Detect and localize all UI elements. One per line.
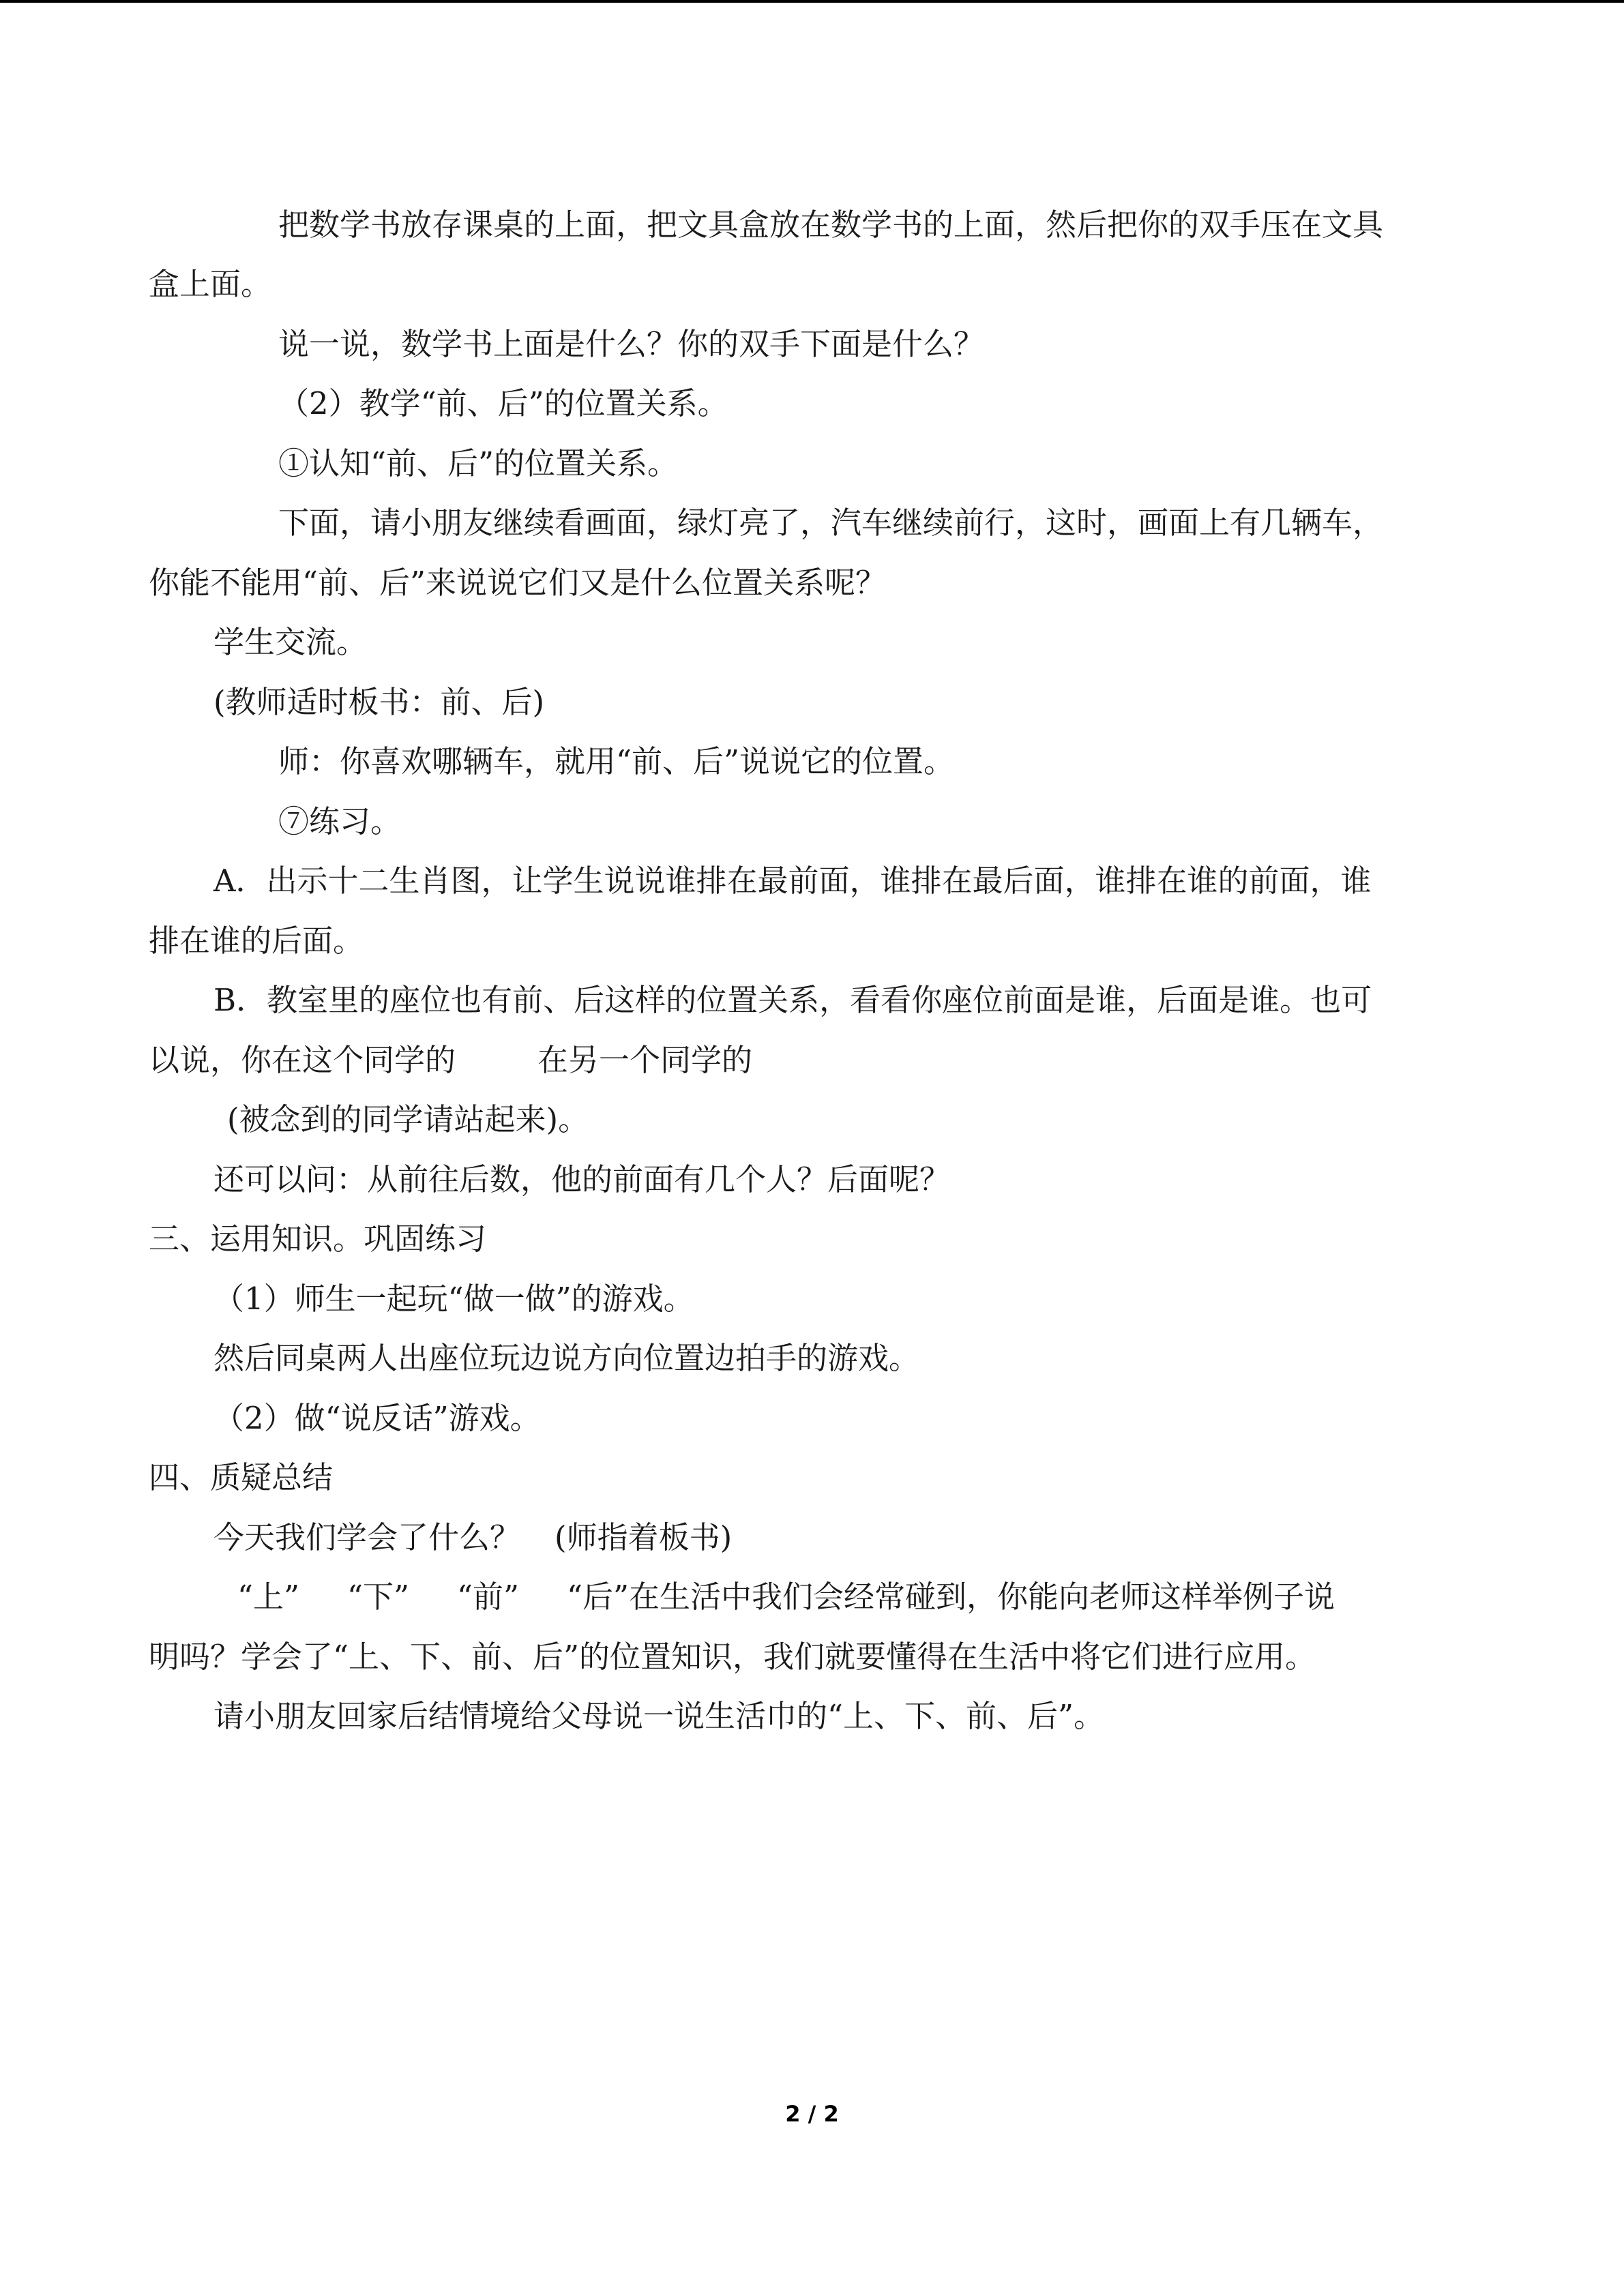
text-line: （1）师生一起玩“做一做”的游戏。 xyxy=(213,1281,694,1317)
text-line: B．教室里的座位也有前、后这样的位置关系，看看你座位前面是谁，后面是谁。也可 xyxy=(213,982,1372,1018)
text-line xyxy=(149,1040,752,1081)
text-line: （2）教学“前、后”的位置关系。 xyxy=(278,385,728,421)
text-line: 说一说，数学书上面是什么？你的双手下面是什么？ xyxy=(278,326,985,362)
section-heading: 四、质疑总结 xyxy=(149,1459,334,1495)
text-line: （2）做“说反话”游戏。 xyxy=(213,1400,541,1436)
text-line: 还可以问：从前往后数，他的前面有几个人？后面呢？ xyxy=(213,1161,951,1197)
text-line: (被念到的同学请站起来)。 xyxy=(227,1101,589,1137)
text-segment: “后”在生活中我们会经常碰到，你能向老师这样举例子说 xyxy=(567,1579,1335,1615)
section-heading: 三、运用知识。巩固练习 xyxy=(149,1221,487,1257)
text-line: 排在谁的后面。 xyxy=(149,923,364,959)
text-segment: 在另一个同学的 xyxy=(537,1042,753,1078)
text-line: 然后同桌两人出座位玩边说方向位置边拍手的游戏。 xyxy=(213,1340,920,1376)
text-line: 师：你喜欢哪辆车，就用“前、后”说说它的位置。 xyxy=(278,743,955,779)
page-number: 2 / 2 xyxy=(785,2101,839,2127)
text-line xyxy=(237,1577,1335,1617)
page-top-border xyxy=(0,0,1624,3)
text-line: 明吗？学会了“上、下、前、后”的位置知识，我们就要懂得在生活中将它们进行应用。 xyxy=(149,1639,1316,1675)
text-segment: “上” xyxy=(237,1579,300,1615)
text-line: ⑦练习。 xyxy=(278,803,402,839)
text-line: A．出示十二生肖图，让学生说说谁排在最前面，谁排在最后面，谁排在谁的前面，谁 xyxy=(213,863,1372,899)
text-segment: “前” xyxy=(457,1579,520,1615)
text-segment: 今天我们学会了什么？ xyxy=(213,1519,521,1555)
text-segment: “下” xyxy=(347,1579,410,1615)
text-line: 把数学书放存课桌的上面，把文具盒放在数学书的上面，然后把你的双手压在文具 xyxy=(278,207,1384,243)
text-segment: (师指着板书) xyxy=(555,1519,733,1555)
text-segment: 以说，你在这个同学的 xyxy=(149,1042,456,1078)
text-line: 盒上面。 xyxy=(149,266,272,302)
text-line: 下面，请小朋友继续看画面，绿灯亮了，汽车继续前行，这时，画面上有几辆车， xyxy=(278,505,1384,541)
text-line xyxy=(213,1517,732,1558)
text-line: (教师适时板书：前、后) xyxy=(213,684,545,720)
text-line: 你能不能用“前、后”来说说它们又是什么位置关系呢？ xyxy=(149,565,887,601)
text-line: 请小朋友回家后结情境给父母说一说生活巾的“上、下、前、后”。 xyxy=(213,1698,1105,1734)
text-line: 学生交流。 xyxy=(213,624,368,660)
text-line: ①认知“前、后”的位置关系。 xyxy=(278,445,679,481)
